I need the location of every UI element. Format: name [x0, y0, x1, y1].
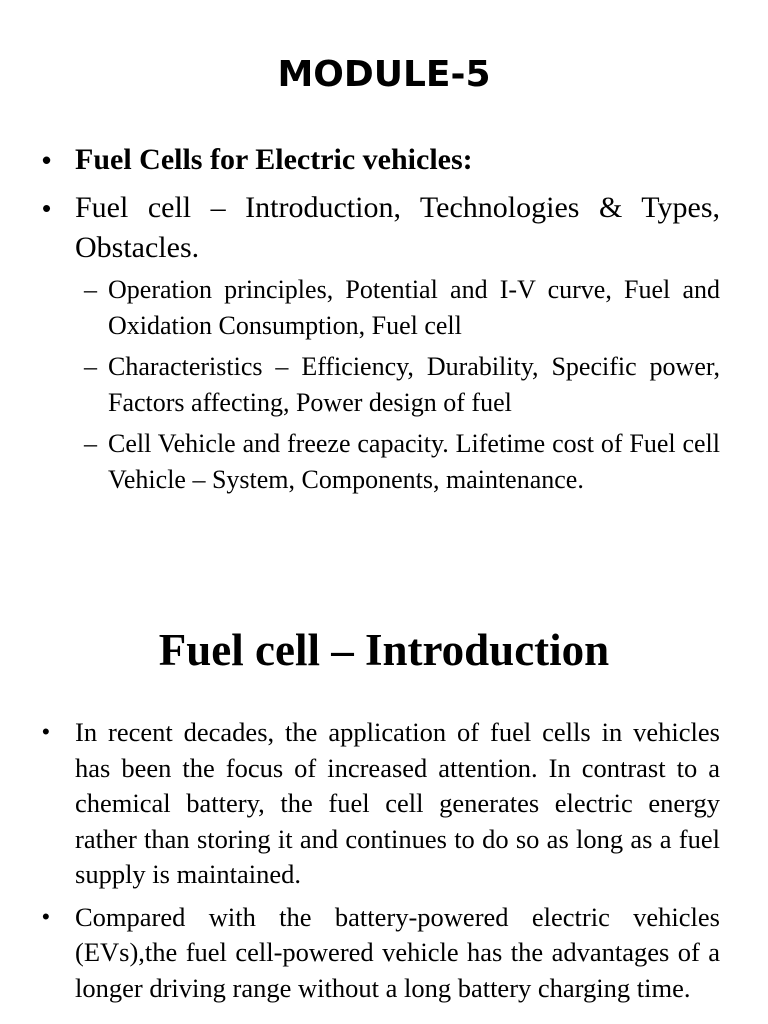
- bullet-icon: •: [42, 193, 52, 223]
- bullet-text: In recent decades, the application of fuel cells in vehicles has been the focus of increased attention. In contrast to a chemical battery, the fuel cell generates electric energy rather than storing it and continues to do so as long as a fuel supply is maintained.: [75, 717, 720, 889]
- bullet-list: [0, 715, 768, 1013]
- bullet-list: [0, 140, 768, 506]
- bullet-icon: •: [42, 719, 50, 744]
- sub-bullet-text: Characteristics – Efficiency, Durability, Specific power, Factors affecting, Power design of fuel: [108, 352, 720, 417]
- bullet-icon: •: [42, 903, 50, 929]
- bullet-text: Compared with the battery-powered electric vehicles (EVs),the fuel cell-powered vehicle has the advantages of a longer driving range without a long battery charging time.: [75, 901, 720, 1003]
- bullet-item: [0, 900, 768, 1007]
- sub-bullet-item: [0, 426, 768, 498]
- bullet-item: [0, 715, 768, 893]
- bullet-text: Fuel cell – Introduction, Technologies & Types, Obstacles.: [75, 191, 720, 264]
- sub-bullet-text: Operation principles, Potential and I-V curve, Fuel and Oxidation Consumption, Fuel cell: [108, 275, 720, 340]
- dash-icon: –: [84, 429, 97, 458]
- sub-bullet-text: Cell Vehicle and freeze capacity. Lifetime cost of Fuel cell Vehicle – System, Components, maintenance.: [108, 429, 720, 494]
- slide-title: MODULE-5: [277, 54, 491, 95]
- bullet-item: [0, 188, 768, 498]
- bullet-item: [0, 140, 768, 180]
- sub-bullet-item: [0, 349, 768, 421]
- slide-title: Fuel cell – Introduction: [158, 625, 610, 675]
- sub-bullet-list: [0, 272, 768, 498]
- sub-bullet-item: [0, 272, 768, 344]
- slide-fuel-cell-introduction: [0, 560, 768, 1024]
- bullet-text: Fuel Cells for Electric vehicles:: [75, 143, 473, 176]
- dash-icon: –: [84, 352, 97, 381]
- bullet-icon: •: [42, 145, 52, 175]
- dash-icon: –: [84, 275, 97, 304]
